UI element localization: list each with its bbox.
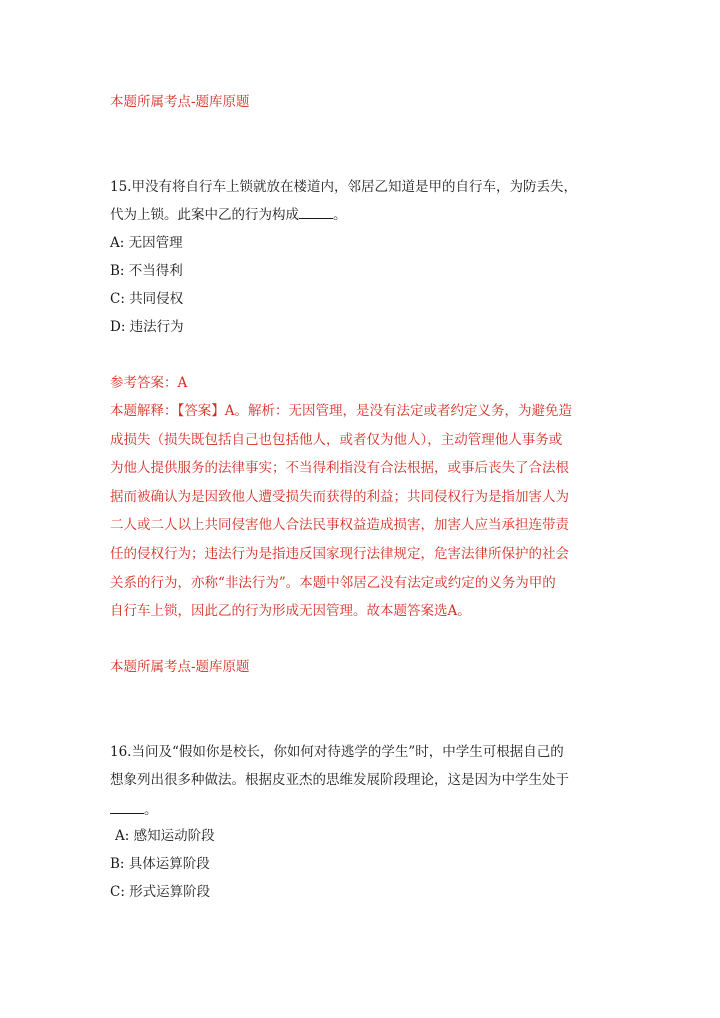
answer-blank — [299, 206, 333, 219]
option-label: B: — [110, 263, 125, 279]
explanation-line: 自行车上锁，因此乙的行为形成无因管理。故本题答案选A。 — [110, 603, 471, 620]
question-15-explanation — [110, 397, 615, 626]
question-15-option-b — [110, 261, 183, 281]
explanation-line: 二人或二人以上共同侵害他人合法民事权益造成损害，加害人应当承担连带责 — [110, 517, 569, 534]
question-15-stem-text: 代为上锁。此案中乙的行为构成 — [110, 207, 299, 223]
explanation-line: 关系的行为，亦称“非法行为”。本题中邻居乙没有法定或约定的义务为甲的 — [110, 574, 556, 591]
question-15-option-c — [110, 289, 183, 309]
option-text: 不当得利 — [128, 263, 183, 279]
question-16-stem-line2: 想象列出很多种做法。根据皮亚杰的思维发展阶段理论，这是因为中学生处于 — [110, 772, 569, 788]
explanation-line: 据而被确认为是因致他人遭受损失而获得的利益；共同侵权行为是指加害人为 — [110, 488, 569, 505]
option-text: 感知运动阶段 — [133, 828, 215, 844]
option-label: A: — [110, 235, 125, 251]
question-16-option-a — [115, 826, 215, 846]
question-15-stem-line2 — [110, 205, 347, 225]
question-16-option-c — [110, 882, 210, 902]
explanation-line: 本题解释：【答案】A。解析：无因管理，是没有法定或者约定义务，为避免造 — [110, 403, 572, 419]
question-15-option-d — [110, 317, 184, 337]
explanation-line: 为他人提供服务的法律事实；不当得利指没有合法根据，或事后丧失了合法根 — [110, 460, 569, 477]
option-text: 形式运算阶段 — [129, 884, 211, 900]
question-16-stem-end: 。 — [144, 802, 158, 818]
question-15-stem-end: 。 — [333, 207, 347, 223]
answer-blank — [110, 801, 144, 814]
explanation-line: 任的侵权行为；违法行为是指违反国家现行法律规定，危害法律所保护的社会 — [110, 545, 569, 562]
question-16-stem-line3 — [110, 800, 158, 820]
question-15-answer: 参考答案：A — [110, 375, 188, 391]
option-text: 具体运算阶段 — [128, 856, 210, 872]
topic-note-q15: 本题所属考点-题库原题 — [110, 659, 250, 675]
question-15-option-a — [110, 233, 183, 253]
option-label: C: — [110, 291, 125, 307]
option-text: 无因管理 — [128, 235, 183, 251]
option-label: D: — [110, 319, 126, 335]
explanation-line: 成损失（损失既包括自己也包括他人，或者仅为他人），主动管理他人事务或 — [110, 431, 563, 448]
question-15-stem-line1: 15.甲没有将自行车上锁就放在楼道内，邻居乙知道是甲的自行车，为防丢失， — [110, 179, 577, 195]
option-text: 共同侵权 — [129, 291, 184, 307]
option-text: 违法行为 — [129, 319, 184, 335]
option-label: A: — [115, 828, 130, 844]
question-16-option-b — [110, 854, 210, 874]
option-label: B: — [110, 856, 125, 872]
topic-note-q14: 本题所属考点-题库原题 — [110, 94, 250, 110]
option-label: C: — [110, 884, 125, 900]
question-16-stem-line1: 16.当问及“假如你是校长，你如何对待逃学的学生”时，中学生可根据自己的 — [110, 744, 564, 760]
